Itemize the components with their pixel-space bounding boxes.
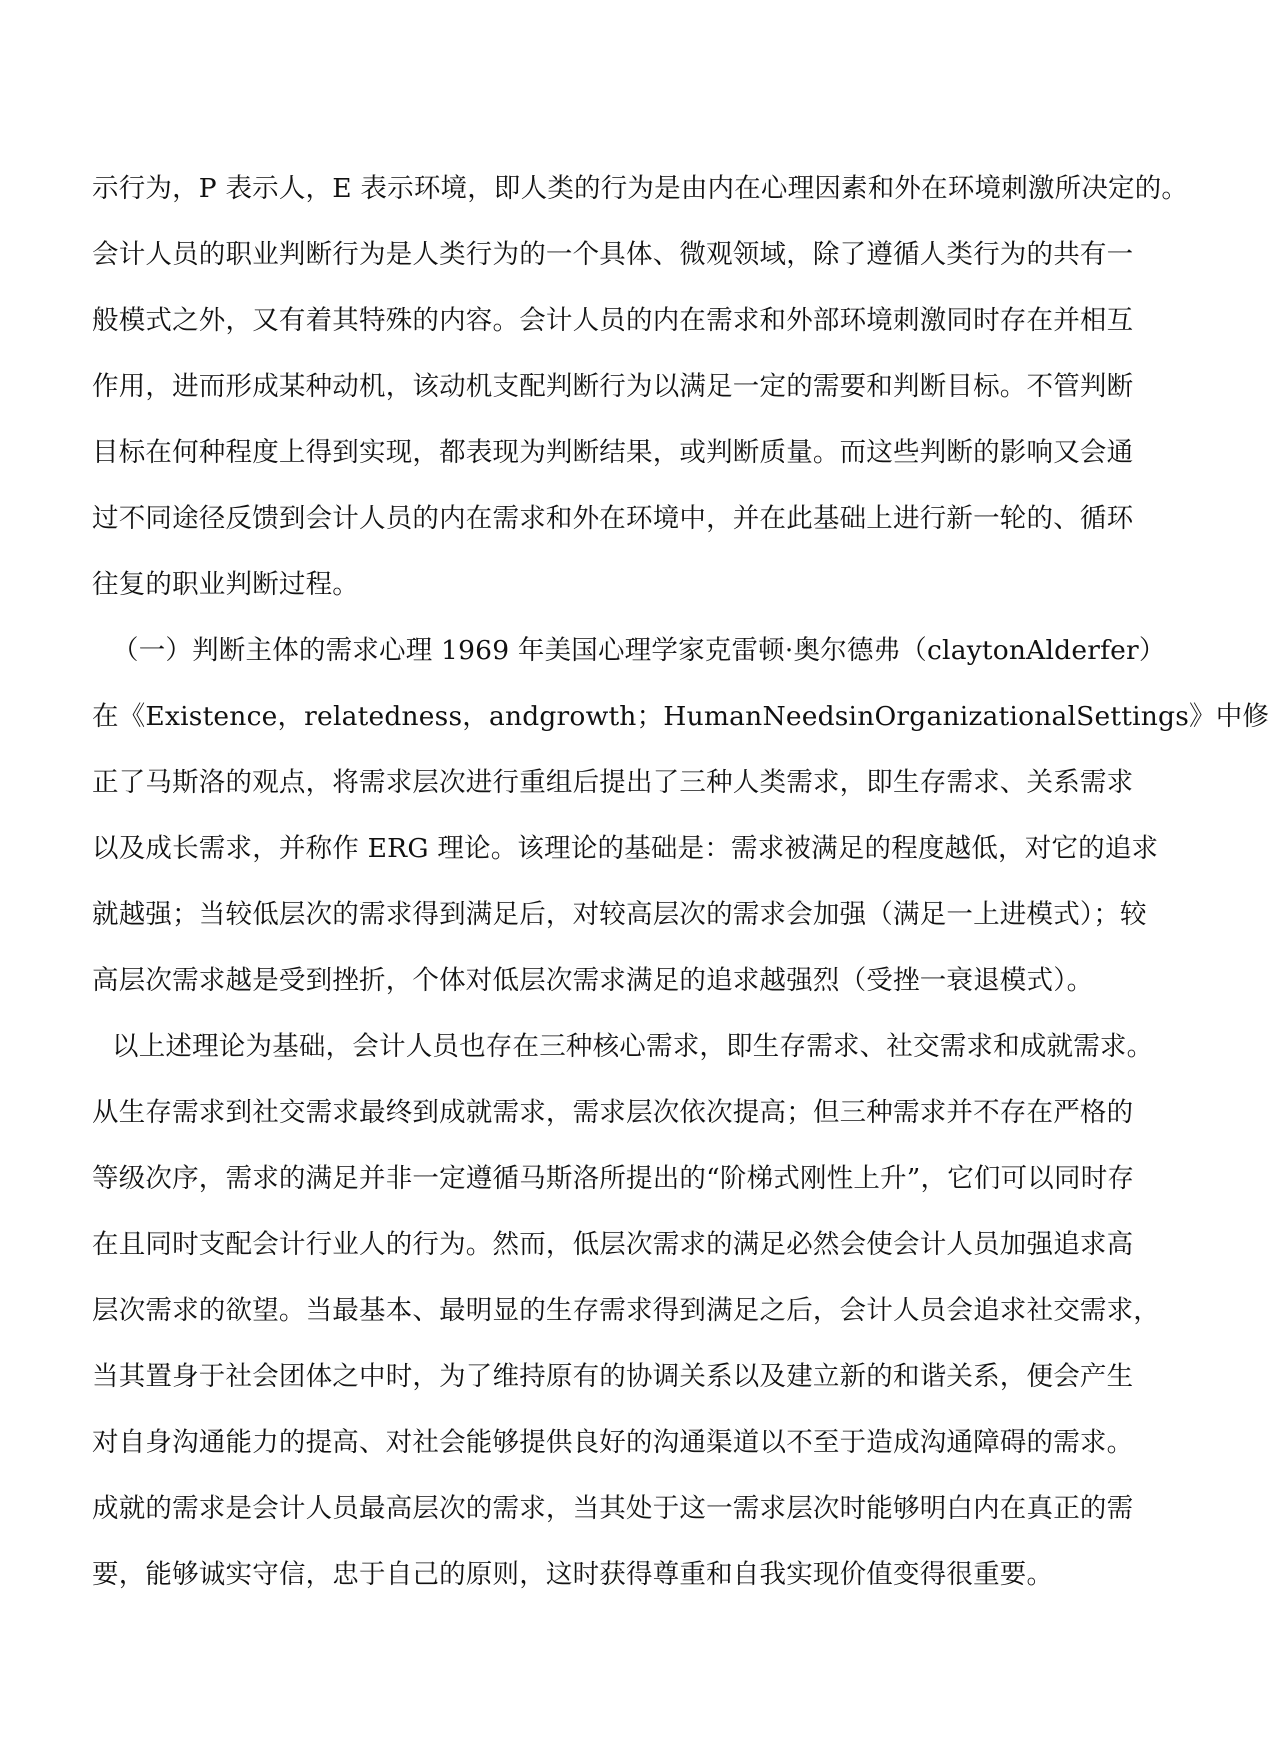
text-line: 从生存需求到社交需求最终到成就需求，需求层次依次提高；但三种需求并不存在严格的 [92, 1097, 1134, 1128]
text-line: 高层次需求越是受到挫折，个体对低层次需求满足的追求越强烈（受挫一衰退模式）。 [92, 965, 1094, 996]
text-line: 在《Existence，relatedness，andgrowth；HumanNeedsinOrganizationalSettings》中修 [92, 701, 1269, 732]
text-line: 往复的职业判断过程。 [92, 569, 359, 600]
text-line: 示行为，P 表示人，E 表示环境，即人类的行为是由内在心理因素和外在环境刺激所决定的。 [92, 173, 1189, 204]
text-line: 目标在何种程度上得到实现，都表现为判断结果，或判断质量。而这些判断的影响又会通 [92, 437, 1134, 468]
text-line: 在且同时支配会计行业人的行为。然而，低层次需求的满足必然会使会计人员加强追求高 [92, 1229, 1134, 1260]
text-line: 层次需求的欲望。当最基本、最明显的生存需求得到满足之后，会计人员会追求社交需求， [92, 1295, 1160, 1326]
text-line: 成就的需求是会计人员最高层次的需求，当其处于这一需求层次时能够明白内在真正的需 [92, 1493, 1134, 1524]
text-line: 以及成长需求，并称作 ERG 理论。该理论的基础是：需求被满足的程度越低，对它的追求 [92, 833, 1159, 864]
text-line: 正了马斯洛的观点，将需求层次进行重组后提出了三种人类需求，即生存需求、关系需求 [92, 767, 1134, 798]
text-line: 等级次序，需求的满足并非一定遵循马斯洛所提出的“阶梯式刚性上升”，它们可以同时存 [92, 1163, 1135, 1194]
document-page [92, 156, 1269, 1608]
text-line: 般模式之外，又有着其特殊的内容。会计人员的内在需求和外部环境刺激同时存在并相互 [92, 305, 1134, 336]
text-line: 当其置身于社会团体之中时，为了维持原有的协调关系以及建立新的和谐关系，便会产生 [92, 1361, 1134, 1392]
text-line: 对自身沟通能力的提高、对社会能够提供良好的沟通渠道以不至于造成沟通障碍的需求。 [92, 1427, 1134, 1458]
text-line: 过不同途径反馈到会计人员的内在需求和外在环境中，并在此基础上进行新一轮的、循环 [92, 503, 1134, 534]
section-heading-line: （一）判断主体的需求心理 1969 年美国心理学家克雷顿·奥尔德弗（claytonAlderfer） [112, 635, 1166, 666]
text-line: 要，能够诚实守信，忠于自己的原则，这时获得尊重和自我实现价值变得很重要。 [92, 1559, 1054, 1590]
text-line: 会计人员的职业判断行为是人类行为的一个具体、微观领域，除了遵循人类行为的共有一 [92, 239, 1134, 270]
paragraph-start-line: 以上述理论为基础，会计人员也存在三种核心需求，即生存需求、社交需求和成就需求。 [112, 1031, 1154, 1062]
text-line: 作用，进而形成某种动机，该动机支配判断行为以满足一定的需要和判断目标。不管判断 [92, 371, 1134, 402]
text-line: 就越强；当较低层次的需求得到满足后，对较高层次的需求会加强（满足一上进模式）；较 [92, 899, 1147, 930]
